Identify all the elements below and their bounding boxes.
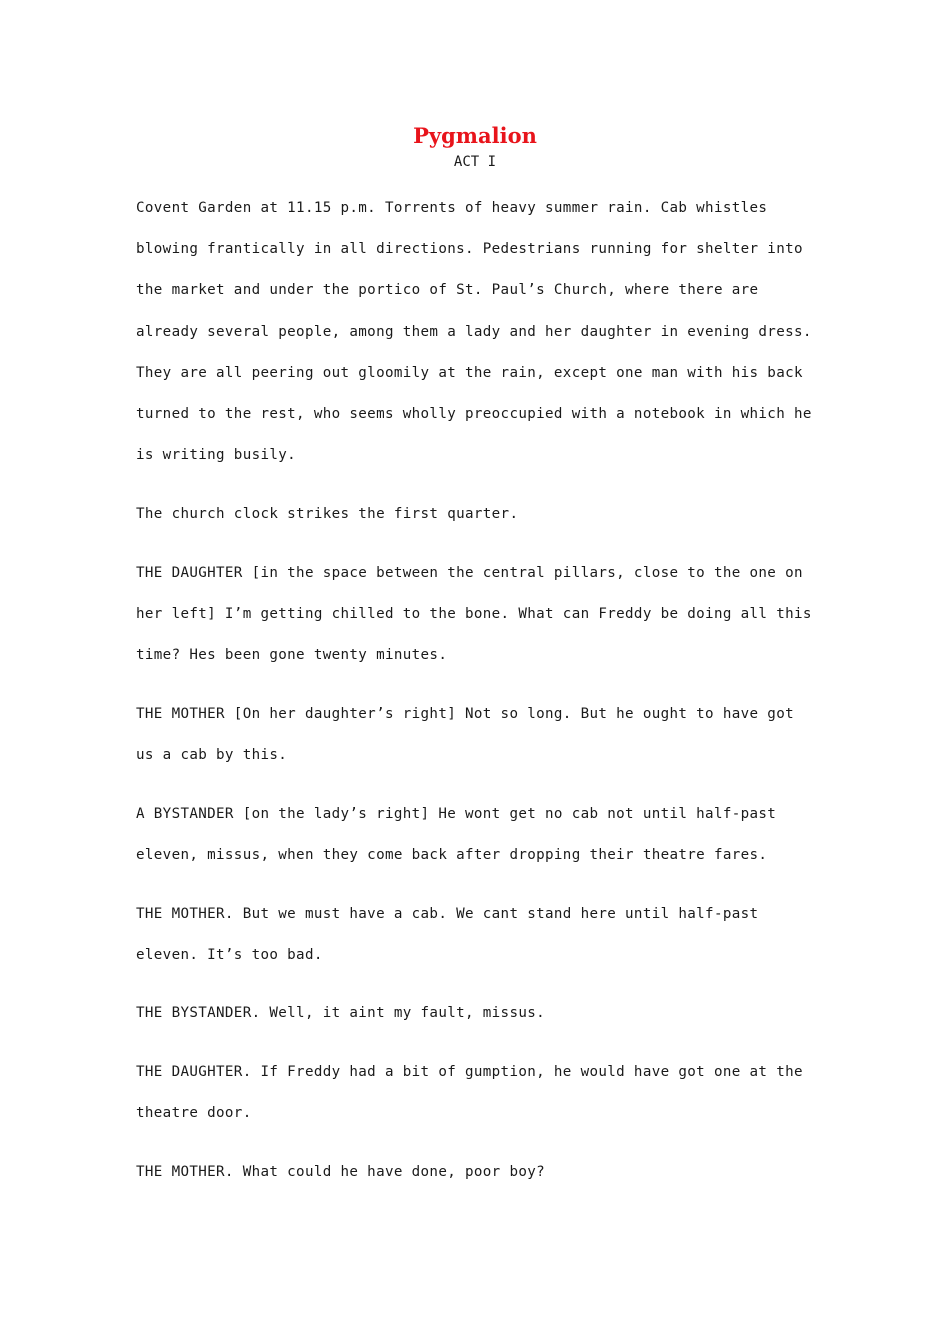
dialogue-paragraph: A BYSTANDER [on the lady’s right] He wont get no cab not until half-past eleven, missus, when they come back after dropping their theatre fares. [136,805,777,863]
stage-direction-paragraph: Covent Garden at 11.15 p.m. Torrents of heavy summer rain. Cab whistles blowing frantically in all directions. Pedestrians running for shelter into the market and under the portico of St. Paul’s Church, where there are already several people, among them a lady and her daughter in evening dress. They are all peering out gloomily at the rain, except one man with his back turned to the rest, who seems wholly preoccupied with a notebook in which he is writing busily. [136,200,812,464]
document-body [136,188,816,1211]
document-title: Pygmalion [413,123,537,148]
dialogue-paragraph: THE MOTHER [On her daughter’s right] Not so long. But he ought to have got us a cab by this. [136,705,794,763]
dialogue-paragraph: THE MOTHER. But we must have a cab. We cant stand here until half-past eleven. It’s too bad. [136,905,759,963]
act-heading: ACT I [453,154,497,170]
stage-direction-paragraph: The church clock strikes the first quarter. [136,505,519,522]
dialogue-paragraph: THE DAUGHTER [in the space between the central pillars, close to the one on her left] I’m getting chilled to the bone. What can Freddy be doing all this time? Hes been gone twenty minutes. [136,564,812,664]
dialogue-paragraph: THE BYSTANDER. Well, it aint my fault, missus. [136,1005,546,1022]
dialogue-paragraph: THE DAUGHTER. If Freddy had a bit of gumption, he would have got one at the theatre door. [136,1064,803,1122]
dialogue-paragraph: THE MOTHER. What could he have done, poor boy? [136,1164,546,1181]
